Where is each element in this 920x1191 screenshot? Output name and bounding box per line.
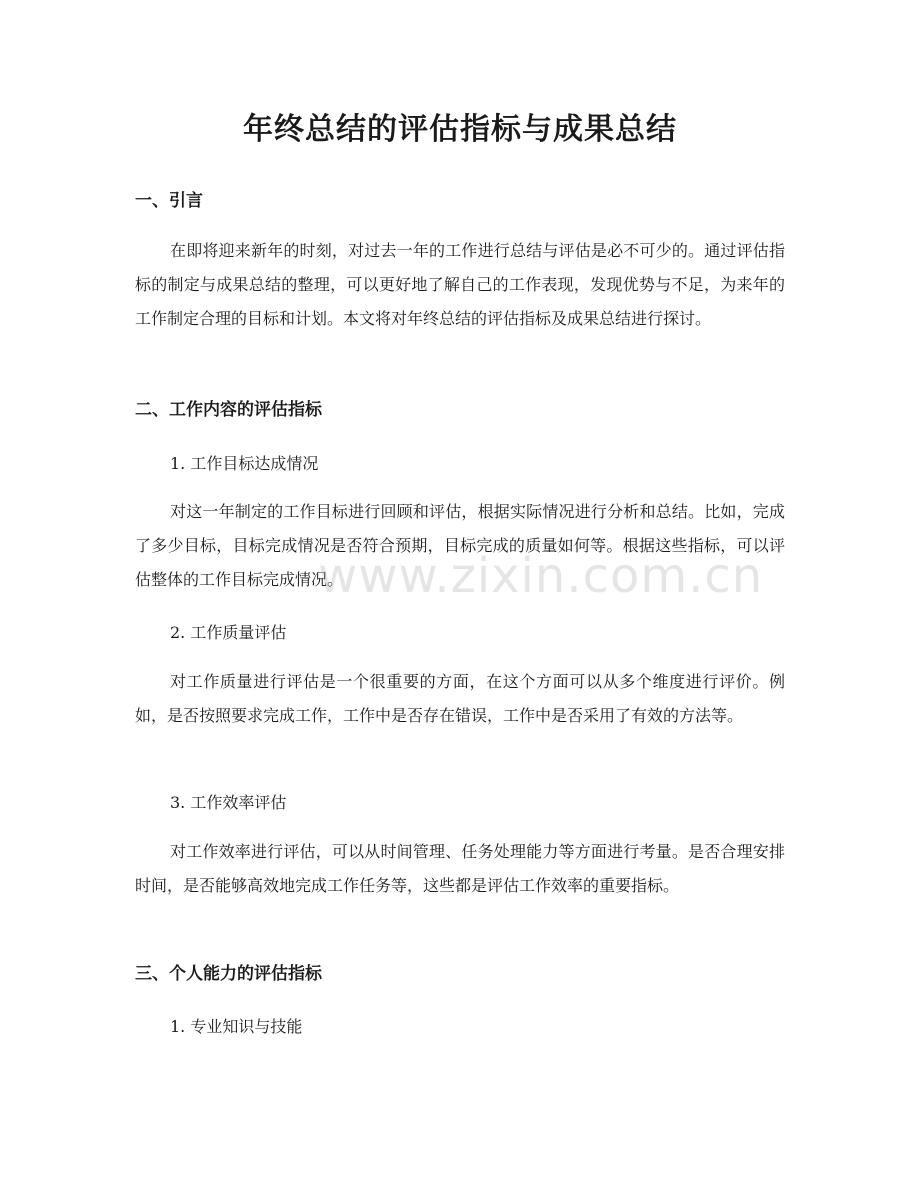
section-heading-personal-ability: 三、个人能力的评估指标 [135, 964, 322, 984]
subheading-goal-achievement: 1. 工作目标达成情况 [170, 454, 319, 473]
subheading-work-quality: 2. 工作质量评估 [170, 623, 287, 642]
goal-achievement-paragraph: 对这一年制定的工作目标进行回顾和评估，根据实际情况进行分析和总结。比如，完成了多少目标，目标完成情况是否符合预期，目标完成的质量如何等。根据这些指标，可以评估整体的工作目标完成情况。 [135, 502, 785, 589]
introduction-paragraph: 在即将迎来新年的时刻，对过去一年的工作进行总结与评估是必不可少的。通过评估指标的制定与成果总结的整理，可以更好地了解自己的工作表现，发现优势与不足，为来年的工作制定合理的目标和计划。本文将对年终总结的评估指标及成果总结进行探讨。 [135, 241, 785, 328]
watermark-text: www.zixin.com.cn [318, 548, 764, 604]
subheading-professional-skills: 1. 专业知识与技能 [170, 1017, 303, 1036]
document-title: 年终总结的评估指标与成果总结 [243, 112, 677, 147]
section-heading-work-content: 二、工作内容的评估指标 [135, 400, 322, 420]
work-quality-paragraph: 对工作质量进行评估是一个很重要的方面，在这个方面可以从多个维度进行评价。例如，是否按照要求完成工作，工作中是否存在错误，工作中是否采用了有效的方法等。 [135, 672, 785, 725]
section-heading-introduction: 一、引言 [135, 191, 203, 211]
work-efficiency-paragraph: 对工作效率进行评估，可以从时间管理、任务处理能力等方面进行考量。是否合理安排时间，是否能够高效地完成工作任务等，这些都是评估工作效率的重要指标。 [135, 842, 785, 895]
subheading-work-efficiency: 3. 工作效率评估 [170, 793, 287, 812]
